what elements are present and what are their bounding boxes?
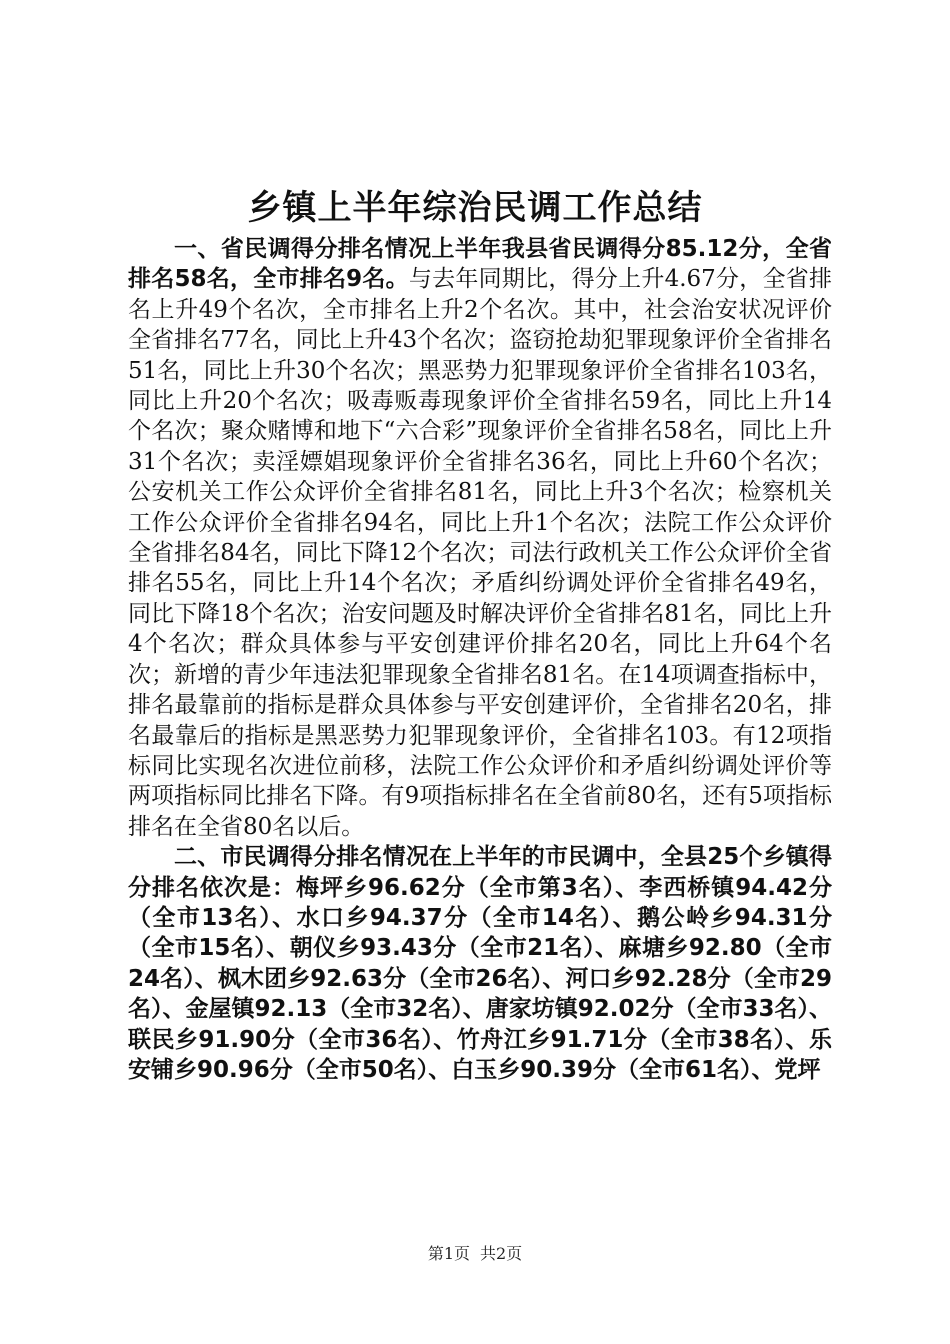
paragraph-text: 与去年同期比，得分上升4.67分，全省排名上升49个名次，全市排名上升2个名次。其中，社会治安状况评价全省排名77名，同比上升43个名次；盗窃抢劫犯罪现象评价全省排名51名，同比上升30个名次；黑恶势力犯罪现象评价全省排名103名，同比上升20个名次；吸毒贩毒现象评价全省排名59名，同比上升14个名次；聚众赌博和地下“六合彩”现象评价全省排名58名，同比上升31个名次；卖淫嫖娼现象评价全省排名36名，同比上升60个名次；公安机关工作公众评价全省排名81名，同比上升3个名次；检察机关工作公众评价全省排名94名，同比上升1个名次；法院工作公众评价全省排名84名，同比下降12个名次；司法行政机关工作公众评价全省排名55名，同比上升14个名次；矛盾纠纷调处评价全省排名49名，同比下降18个名次；治安问题及时解决评价全省排名81名，同比上升4个名次；群众具体参与平安创建评价排名20名，同比上升64个名次；新增的青少年违法犯罪现象全省排名81名。在14项调查指标中，排名最靠前的指标是群众具体参与平安创建评价，全省排名20名，排名最靠后的指标是黑恶势力犯罪现象评价，全省排名103。有12项指标同比实现名次进位前移，法院工作公众评价和矛盾纠纷调处评价等两项指标同比排名下降。有9项指标排名在全省前80名，还有5项指标排名在全省80名以后。 [128,266,832,840]
document-title: 乡镇上半年综治民调工作总结 [247,188,703,228]
document-body [128,234,832,1085]
page-footer [0,1243,950,1265]
paragraph-province-survey [128,234,832,842]
paragraph-lead: 一、省民调得分排名情况上半年我县省民调得分85.12分，全省排名58名，全市排名9名。 [128,236,832,293]
paragraph-lead: 二、市民调得分排名情况在上半年的市民调中，全县25个乡镇得分排名依次是：梅坪乡96.62分（全市第3名）、李西桥镇94.42分（全市13名）、水口乡94.37分（全市14名）、鹅公岭乡94.31分（全市15名）、朝仪乡93.43分（全市21名）、麻塘乡92.80（全市24名）、枫木团乡92.63分（全市26名）、河口乡92.28分（全市29名）、金屋镇92.13（全市32名）、唐家坊镇92.02分（全市33名）、联民乡91.90分（全市36名）、竹舟江乡91.71分（全市38名）、乐安铺乡90.96分（全市50名）、白玉乡90.39分（全市61名）、党坪 [128,844,833,1083]
paragraph-city-survey [128,842,832,1085]
page-number: 第1页 [427,1244,470,1263]
page-total: 共2页 [480,1244,523,1263]
